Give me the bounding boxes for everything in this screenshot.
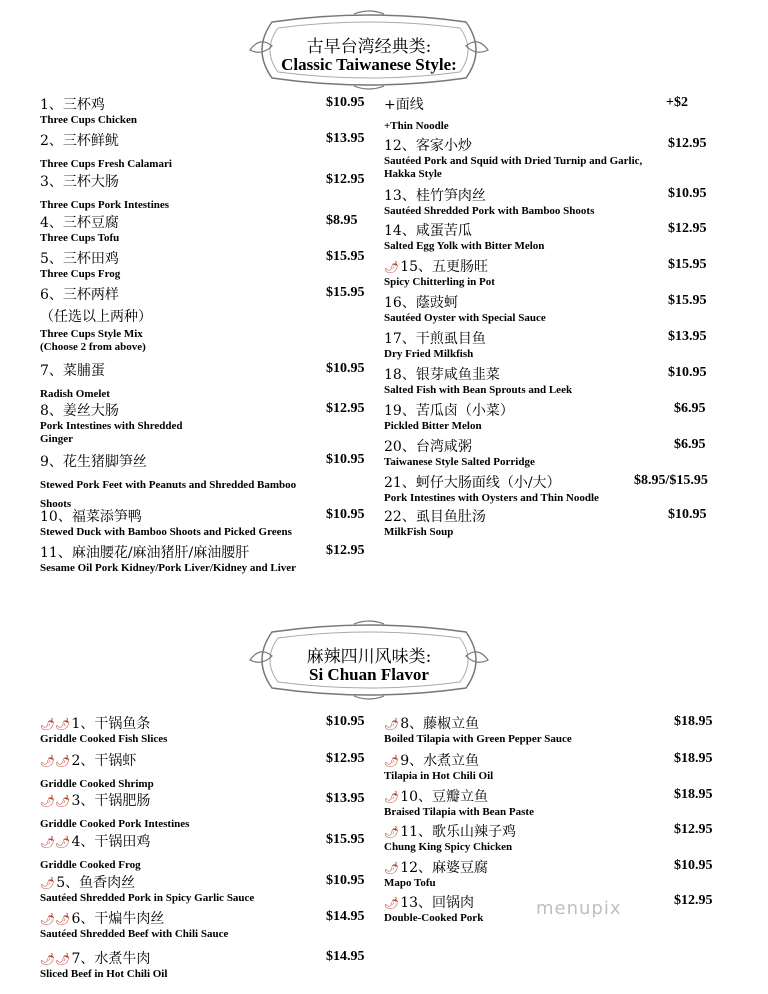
item-name-en: MilkFish Soup bbox=[384, 526, 454, 538]
item-name-zh bbox=[40, 96, 137, 114]
item-name-en-cont: (Choose 2 from above) bbox=[40, 341, 146, 353]
menu-item bbox=[384, 788, 534, 819]
menu-item bbox=[384, 96, 449, 133]
item-note-zh: （任选以上两种） bbox=[40, 309, 152, 325]
chili-pepper-icon: 🌶 bbox=[384, 717, 400, 731]
item-price: $12.95 bbox=[668, 136, 707, 151]
item-name-en: Double-Cooked Pork bbox=[384, 912, 484, 924]
item-name-zh bbox=[384, 474, 599, 492]
item-name-zh-text: 2、三杯鲜鱿 bbox=[40, 133, 119, 149]
chili-pepper-icon: 🌶 bbox=[384, 825, 400, 839]
item-name-zh-text: 6、干煸牛肉丝 bbox=[71, 911, 165, 927]
item-name-zh-text: 5、鱼香肉丝 bbox=[56, 875, 136, 891]
chili-pepper-icon: 🌶🌶 bbox=[40, 717, 71, 731]
item-name-zh bbox=[384, 366, 572, 384]
item-name-en: +Thin Noodle bbox=[384, 120, 449, 132]
item-name-zh bbox=[384, 402, 514, 420]
menu-item bbox=[40, 715, 167, 746]
item-name-zh-text: 6、三杯两样 bbox=[40, 287, 119, 303]
item-name-zh bbox=[384, 294, 546, 312]
item-name-en: Radish Omelet bbox=[40, 388, 110, 400]
item-name-zh-text: 3、三杯大肠 bbox=[40, 174, 119, 190]
item-name-zh-text: 12、客家小炒 bbox=[384, 138, 472, 154]
item-name-zh-text: 9、水煮立鱼 bbox=[400, 753, 480, 769]
item-name-zh bbox=[384, 894, 483, 912]
menu-item bbox=[40, 874, 254, 905]
item-name-zh-text: 21、蚵仔大肠面线（小/大） bbox=[384, 475, 561, 491]
item-name-en: Spicy Chitterling in Pot bbox=[384, 276, 495, 288]
menu-item bbox=[40, 402, 183, 446]
chili-pepper-icon: 🌶🌶 bbox=[40, 952, 71, 966]
item-price: $10.95 bbox=[326, 452, 365, 467]
item-name-zh-text: 10、福菜添笋鸭 bbox=[40, 509, 142, 525]
item-name-zh bbox=[40, 286, 152, 304]
section-title-en: Classic Taiwanese Style: bbox=[281, 55, 457, 74]
item-name-en: Sautéed Oyster with Special Sauce bbox=[384, 312, 546, 324]
item-name-zh bbox=[384, 137, 642, 155]
item-name-zh bbox=[40, 402, 183, 420]
item-name-en: Braised Tilapia with Bean Paste bbox=[384, 806, 534, 818]
menu-item bbox=[40, 96, 137, 127]
item-name-zh-text: 14、咸蛋苦瓜 bbox=[384, 223, 472, 239]
item-name-en: Three Cups Fresh Calamari bbox=[40, 158, 172, 170]
item-name-en: Three Cups Pork Intestines bbox=[40, 199, 170, 211]
menu-item bbox=[384, 137, 642, 181]
item-name-en: Pork Intestines with Shredded bbox=[40, 420, 183, 432]
item-price: $12.95 bbox=[326, 172, 365, 187]
menu-item bbox=[384, 187, 594, 218]
item-name-zh-text: 7、菜脯蛋 bbox=[40, 363, 105, 379]
menu-item bbox=[40, 910, 228, 941]
watermark: menupix bbox=[536, 898, 622, 919]
menu-item bbox=[40, 132, 172, 171]
item-price: $10.95 bbox=[326, 361, 365, 376]
item-name-en: Salted Fish with Bean Sprouts and Leek bbox=[384, 384, 573, 396]
item-name-en: Sautéed Shredded Beef with Chili Sauce bbox=[40, 928, 229, 940]
item-price: $10.95 bbox=[326, 95, 365, 110]
item-name-zh-text: 4、干锅田鸡 bbox=[71, 834, 151, 850]
item-price: $15.95 bbox=[326, 832, 365, 847]
item-price: $8.95/$15.95 bbox=[634, 473, 708, 488]
menu-item bbox=[384, 859, 488, 890]
item-name-zh bbox=[40, 250, 120, 268]
chili-pepper-icon: 🌶🌶 bbox=[40, 794, 71, 808]
item-name-zh bbox=[40, 544, 296, 562]
section-title-en: Si Chuan Flavor bbox=[309, 665, 429, 684]
item-price: $14.95 bbox=[326, 949, 365, 964]
item-price: $10.95 bbox=[668, 507, 707, 522]
item-name-zh-text: 16、蔭豉蚵 bbox=[384, 295, 458, 311]
item-name-en: Three Cups Frog bbox=[40, 268, 121, 280]
item-name-zh bbox=[40, 453, 296, 471]
menu-item bbox=[384, 752, 493, 783]
menu-item bbox=[40, 214, 119, 245]
item-price: $15.95 bbox=[326, 249, 365, 264]
menu-item bbox=[384, 330, 486, 361]
item-name-zh bbox=[384, 788, 534, 806]
item-name-zh bbox=[384, 438, 535, 456]
chili-pepper-icon: 🌶 bbox=[384, 896, 400, 910]
item-price: $18.95 bbox=[674, 787, 713, 802]
item-name-zh bbox=[384, 187, 594, 205]
item-price: $15.95 bbox=[326, 285, 365, 300]
item-name-zh-text: 1、三杯鸡 bbox=[40, 97, 105, 113]
item-price: $10.95 bbox=[326, 873, 365, 888]
item-name-en: Sesame Oil Pork Kidney/Pork Liver/Kidney and Liver bbox=[40, 562, 297, 574]
item-name-en: Three Cups Chicken bbox=[40, 114, 137, 126]
item-name-zh-text: 13、桂竹笋肉丝 bbox=[384, 188, 486, 204]
item-name-zh bbox=[40, 173, 169, 191]
menu-item bbox=[384, 474, 599, 505]
menu-item bbox=[384, 258, 495, 289]
item-name-zh bbox=[40, 874, 254, 892]
item-name-en: Griddle Cooked Frog bbox=[40, 859, 141, 871]
item-name-en-cont: Ginger bbox=[40, 433, 73, 445]
item-name-zh bbox=[40, 715, 167, 733]
item-price: $12.95 bbox=[326, 751, 365, 766]
menu-item bbox=[384, 222, 544, 253]
item-name-zh bbox=[40, 362, 110, 380]
item-name-zh-text: 7、水煮牛肉 bbox=[71, 951, 151, 967]
menu-item bbox=[384, 715, 572, 746]
item-price: $12.95 bbox=[326, 543, 365, 558]
item-name-zh-text: 18、银芽咸鱼韭菜 bbox=[384, 367, 500, 383]
item-price: $6.95 bbox=[674, 401, 706, 416]
item-name-zh-text: 10、豆瓣立鱼 bbox=[400, 789, 489, 805]
item-name-en: Mapo Tofu bbox=[384, 877, 436, 889]
item-price: $10.95 bbox=[668, 365, 707, 380]
item-name-en: Stewed Pork Feet with Peanuts and Shredded Bamboo bbox=[40, 479, 297, 491]
item-price: $10.95 bbox=[668, 186, 707, 201]
item-name-zh-text: 1、干锅鱼条 bbox=[71, 716, 151, 732]
item-name-en: Taiwanese Style Salted Porridge bbox=[384, 456, 535, 468]
item-name-zh-text: 3、干锅肥肠 bbox=[71, 793, 151, 809]
item-name-en: Stewed Duck with Bamboo Shoots and Picked Greens bbox=[40, 526, 292, 538]
menu-item bbox=[384, 294, 546, 325]
chili-pepper-icon: 🌶🌶 bbox=[40, 835, 71, 849]
item-name-zh bbox=[40, 792, 189, 810]
item-name-zh bbox=[40, 508, 292, 526]
item-name-en: Sautéed Shredded Pork in Spicy Garlic Sauce bbox=[40, 892, 255, 904]
item-name-zh bbox=[40, 214, 119, 232]
item-price: $12.95 bbox=[326, 401, 365, 416]
chili-pepper-icon: 🌶🌶 bbox=[40, 754, 71, 768]
item-name-en: Three Cups Style Mix bbox=[40, 328, 143, 340]
chili-pepper-icon: 🌶 bbox=[384, 260, 400, 274]
item-name-zh bbox=[384, 752, 493, 770]
item-name-zh bbox=[384, 715, 572, 733]
banner-sichuan bbox=[244, 620, 494, 700]
chili-pepper-icon: 🌶 bbox=[384, 861, 400, 875]
menu-item bbox=[40, 544, 296, 575]
item-name-zh-text: 5、三杯田鸡 bbox=[40, 251, 119, 267]
item-price: $8.95 bbox=[326, 213, 358, 228]
item-price: $12.95 bbox=[668, 221, 707, 236]
item-name-zh-text: 2、干锅虾 bbox=[71, 753, 137, 769]
item-price: $13.95 bbox=[668, 329, 707, 344]
chili-pepper-icon: 🌶🌶 bbox=[40, 912, 71, 926]
item-name-zh-text: 4、三杯豆腐 bbox=[40, 215, 119, 231]
item-name-zh-text: 11、歌乐山辣子鸡 bbox=[400, 824, 517, 840]
item-name-zh bbox=[40, 752, 154, 770]
chili-pepper-icon: 🌶 bbox=[384, 790, 400, 804]
item-name-en-cont: Shoots bbox=[40, 498, 72, 510]
item-name-zh-text: 20、台湾咸粥 bbox=[384, 439, 472, 455]
menu-item bbox=[40, 453, 296, 511]
item-name-zh bbox=[384, 823, 516, 841]
item-name-en: Boiled Tilapia with Green Pepper Sauce bbox=[384, 733, 572, 745]
item-name-en: Sautéed Pork and Squid with Dried Turnip and Garlic, bbox=[384, 155, 643, 167]
item-name-en: Three Cups Tofu bbox=[40, 232, 120, 244]
item-name-zh bbox=[384, 258, 495, 276]
menu-item bbox=[40, 173, 169, 212]
item-name-en: Salted Egg Yolk with Bitter Melon bbox=[384, 240, 545, 252]
item-price: $13.95 bbox=[326, 791, 365, 806]
item-price: $13.95 bbox=[326, 131, 365, 146]
item-name-zh bbox=[384, 330, 486, 348]
menu-item bbox=[40, 950, 167, 981]
item-price: $14.95 bbox=[326, 909, 365, 924]
item-price: $10.95 bbox=[326, 714, 365, 729]
menu-item bbox=[40, 362, 110, 401]
item-name-zh-text: 19、苦瓜卤（小菜） bbox=[384, 403, 514, 419]
item-name-zh-text: 13、回锅肉 bbox=[400, 895, 475, 911]
section-title-zh: 麻辣四川风味类: bbox=[306, 647, 432, 667]
menu-item bbox=[384, 366, 572, 397]
menu-item bbox=[40, 250, 120, 281]
item-name-zh-text: 15、五更肠旺 bbox=[400, 259, 489, 275]
item-name-zh-text: 11、麻油腰花/麻油猪肝/麻油腰肝 bbox=[40, 545, 250, 561]
menu-item bbox=[384, 823, 516, 854]
item-name-zh bbox=[40, 833, 150, 851]
item-name-zh-text: 9、花生猪脚笋丝 bbox=[40, 454, 147, 470]
item-name-zh bbox=[384, 508, 486, 526]
item-name-zh bbox=[40, 132, 172, 150]
item-price: $10.95 bbox=[326, 507, 365, 522]
item-name-zh bbox=[40, 910, 228, 928]
menu-item bbox=[40, 508, 292, 539]
section-title-zh: 古早台湾经典类: bbox=[306, 37, 432, 57]
item-name-en: Griddle Cooked Shrimp bbox=[40, 778, 154, 790]
item-price: $6.95 bbox=[674, 437, 706, 452]
item-price: $18.95 bbox=[674, 714, 713, 729]
item-name-zh-text: 12、麻婆豆腐 bbox=[400, 860, 489, 876]
item-name-en: Sautéed Shredded Pork with Bamboo Shoots bbox=[384, 205, 595, 217]
item-name-zh bbox=[40, 950, 167, 968]
item-price: +$2 bbox=[666, 95, 688, 110]
menu-item bbox=[384, 402, 514, 433]
menu-item bbox=[384, 438, 535, 469]
menu-item bbox=[384, 894, 483, 925]
item-price: $12.95 bbox=[674, 822, 713, 837]
menu-item bbox=[40, 752, 154, 791]
item-name-zh-text: 8、姜丝大肠 bbox=[40, 403, 119, 419]
item-name-en: Griddle Cooked Fish Slices bbox=[40, 733, 168, 745]
item-name-zh-text: 8、藤椒立鱼 bbox=[400, 716, 480, 732]
item-name-zh-text: 17、干煎虱目鱼 bbox=[384, 331, 486, 347]
item-name-zh bbox=[384, 222, 544, 240]
item-name-zh bbox=[384, 859, 488, 877]
item-name-en: Chung King Spicy Chicken bbox=[384, 841, 513, 853]
item-name-zh-text: 22、虱目鱼肚汤 bbox=[384, 509, 486, 525]
item-name-zh-text: +面线 bbox=[384, 97, 424, 113]
item-price: $12.95 bbox=[674, 893, 713, 908]
item-name-en: Pork Intestines with Oysters and Thin Noodle bbox=[384, 492, 599, 504]
banner-taiwanese bbox=[244, 10, 494, 90]
item-name-en: Griddle Cooked Pork Intestines bbox=[40, 818, 190, 830]
menu-item bbox=[384, 508, 486, 539]
menu-item bbox=[40, 792, 189, 831]
item-name-en: Dry Fried Milkfish bbox=[384, 348, 474, 360]
item-price: $15.95 bbox=[668, 257, 707, 272]
item-price: $18.95 bbox=[674, 751, 713, 766]
item-price: $10.95 bbox=[674, 858, 713, 873]
item-name-en-cont: Hakka Style bbox=[384, 168, 442, 180]
chili-pepper-icon: 🌶 bbox=[384, 754, 400, 768]
menu-item bbox=[40, 286, 152, 354]
item-name-en: Pickled Bitter Melon bbox=[384, 420, 482, 432]
item-name-zh bbox=[384, 96, 449, 114]
menu-item bbox=[40, 833, 150, 872]
item-price: $15.95 bbox=[668, 293, 707, 308]
item-name-en: Sliced Beef in Hot Chili Oil bbox=[40, 968, 168, 980]
item-name-en: Tilapia in Hot Chili Oil bbox=[384, 770, 494, 782]
chili-pepper-icon: 🌶 bbox=[40, 876, 56, 890]
